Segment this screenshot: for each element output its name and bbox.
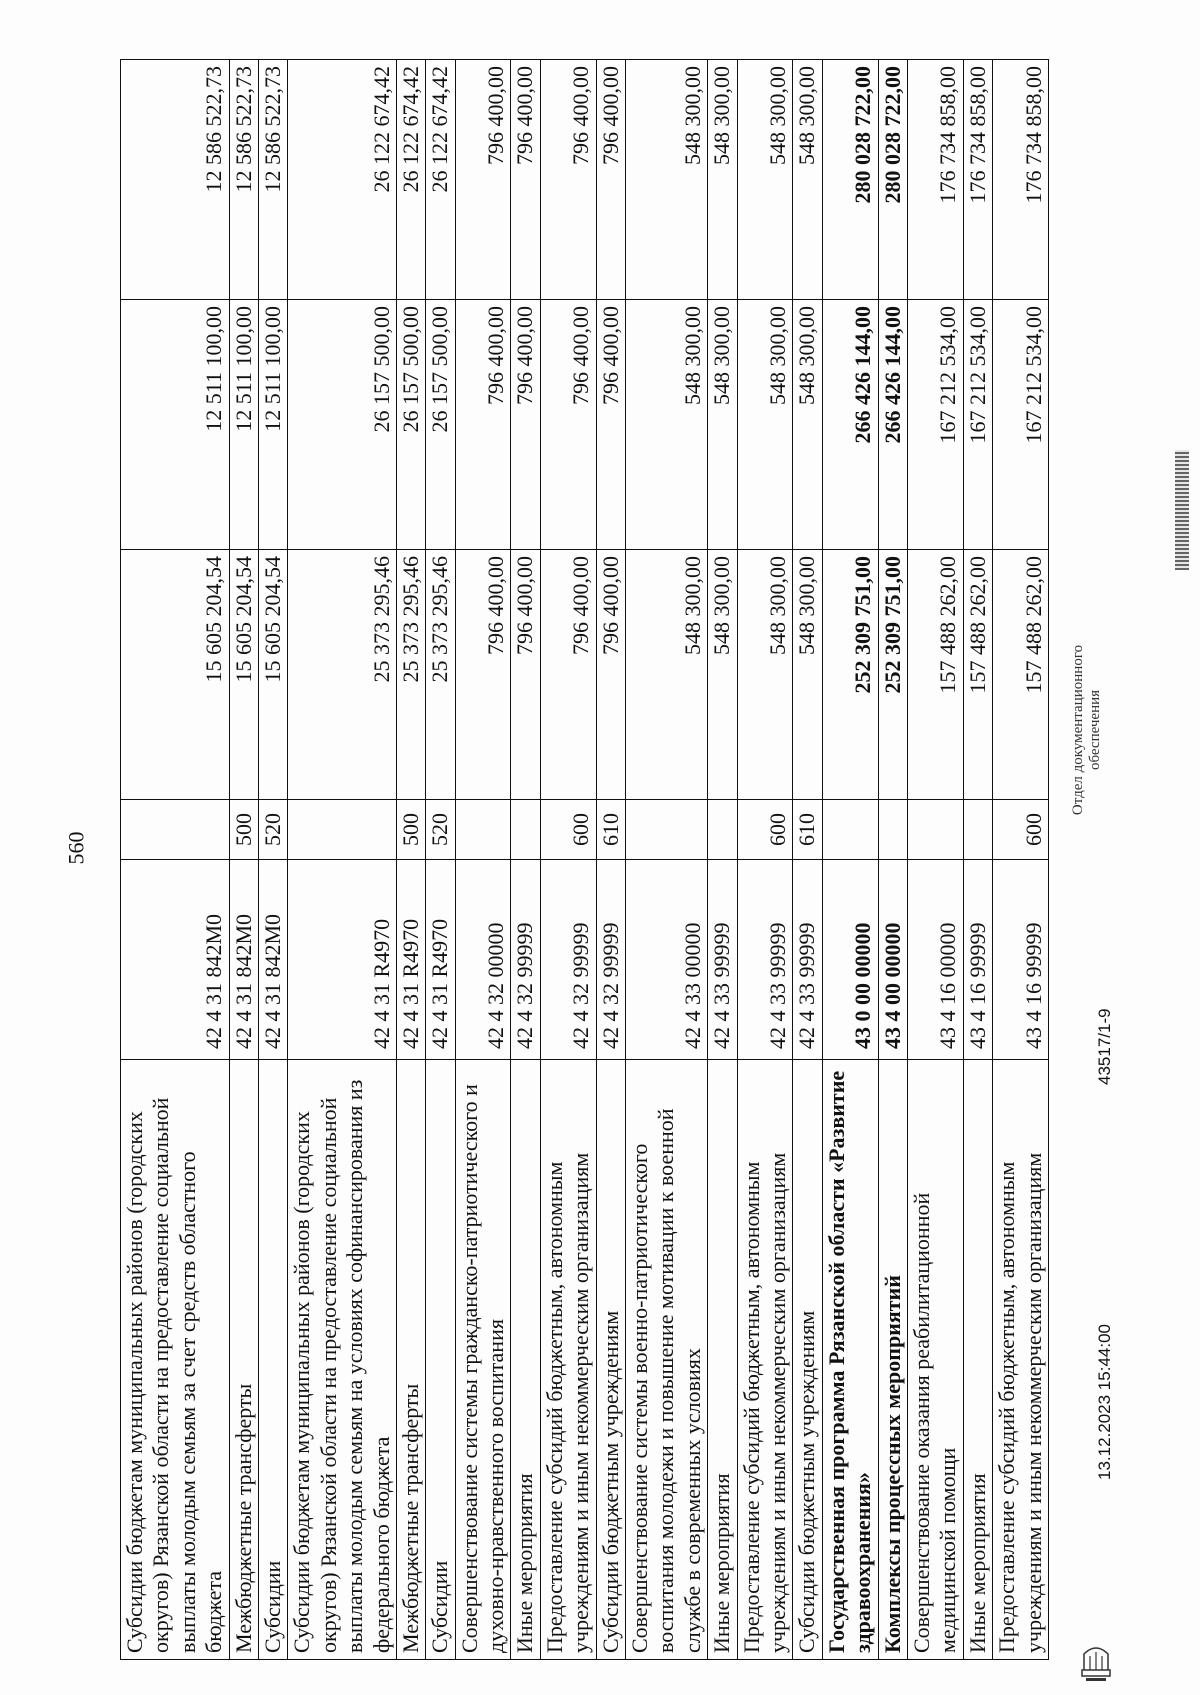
- row-code: 42 4 32 99999: [540, 860, 596, 1060]
- row-value-2026: 548 300,00: [737, 60, 793, 300]
- row-expense-type: 600: [540, 800, 596, 860]
- row-value-2025: 26 157 500,00: [288, 300, 397, 550]
- row-value-2026: 796 400,00: [596, 60, 625, 300]
- row-value-2024: 796 400,00: [455, 550, 511, 800]
- row-value-2026: 548 300,00: [793, 60, 822, 300]
- scan-edge-mark: [1175, 450, 1189, 570]
- table-row: [455, 60, 511, 1660]
- row-code: 42 4 33 99999: [737, 860, 793, 1060]
- row-name: Совершенствование системы военно-патриотического воспитания молодежи и повышение мотивации к военной службе в современных условиях: [626, 1060, 708, 1660]
- table-row: [963, 60, 992, 1660]
- table-row: [229, 60, 258, 1660]
- row-expense-type: 500: [229, 800, 258, 860]
- row-name: Комплексы процессных мероприятий: [878, 1060, 907, 1660]
- row-value-2025: 548 300,00: [626, 300, 708, 550]
- table-row: [708, 60, 737, 1660]
- table-row: [540, 60, 596, 1660]
- table-row: [596, 60, 625, 1660]
- row-code: 42 4 32 00000: [455, 860, 511, 1060]
- table-row: [288, 60, 397, 1660]
- row-name: Субсидии: [426, 1060, 455, 1660]
- department-line-2: обеспечения: [1086, 689, 1103, 771]
- row-value-2026: 26 122 674,42: [426, 60, 455, 300]
- table-row: [822, 60, 878, 1660]
- row-value-2025: 26 157 500,00: [426, 300, 455, 550]
- row-name: Иные мероприятия: [963, 1060, 992, 1660]
- row-code: 43 4 16 00000: [907, 860, 963, 1060]
- table-row: [121, 60, 230, 1660]
- table-row: [258, 60, 287, 1660]
- row-value-2024: 15 605 204,54: [229, 550, 258, 800]
- row-value-2025: 548 300,00: [708, 300, 737, 550]
- row-value-2025: 796 400,00: [596, 300, 625, 550]
- row-expense-type: 600: [993, 800, 1049, 860]
- row-value-2026: 796 400,00: [511, 60, 540, 300]
- row-expense-type: 610: [596, 800, 625, 860]
- row-expense-type: 610: [793, 800, 822, 860]
- row-value-2024: 252 309 751,00: [878, 550, 907, 800]
- row-value-2024: 25 373 295,46: [288, 550, 397, 800]
- row-value-2026: 176 734 858,00: [993, 60, 1049, 300]
- row-name: Субсидии бюджетным учреждениям: [596, 1060, 625, 1660]
- row-name: Предоставление субсидий бюджетным, автономным учреждениям и иным некоммерческим организациям: [737, 1060, 793, 1660]
- row-code: 42 4 32 99999: [596, 860, 625, 1060]
- table-row: [626, 60, 708, 1660]
- row-value-2026: 280 028 722,00: [878, 60, 907, 300]
- row-code: 43 4 00 00000: [878, 860, 907, 1060]
- row-code: 43 0 00 00000: [822, 860, 878, 1060]
- row-value-2024: 548 300,00: [708, 550, 737, 800]
- row-expense-type: 600: [737, 800, 793, 860]
- table-row: [907, 60, 963, 1660]
- row-value-2024: 15 605 204,54: [258, 550, 287, 800]
- row-value-2026: 176 734 858,00: [963, 60, 992, 300]
- row-value-2025: 167 212 534,00: [963, 300, 992, 550]
- row-expense-type: [626, 800, 708, 860]
- row-name: Межбюджетные трансферты: [396, 1060, 425, 1660]
- row-value-2026: 26 122 674,42: [396, 60, 425, 300]
- row-value-2024: 252 309 751,00: [822, 550, 878, 800]
- row-value-2024: 548 300,00: [737, 550, 793, 800]
- row-value-2026: 12 586 522,73: [229, 60, 258, 300]
- row-value-2025: 266 426 144,00: [822, 300, 878, 550]
- row-value-2024: 796 400,00: [540, 550, 596, 800]
- row-expense-type: [288, 800, 397, 860]
- row-value-2025: 12 511 100,00: [258, 300, 287, 550]
- row-code: 43 4 16 99999: [963, 860, 992, 1060]
- table-row: [396, 60, 425, 1660]
- row-code: 42 4 31 R4970: [426, 860, 455, 1060]
- row-value-2024: 548 300,00: [793, 550, 822, 800]
- row-value-2024: 25 373 295,46: [426, 550, 455, 800]
- table-row: [511, 60, 540, 1660]
- row-value-2026: 548 300,00: [626, 60, 708, 300]
- row-value-2025: 796 400,00: [540, 300, 596, 550]
- row-expense-type: 520: [426, 800, 455, 860]
- row-name: Иные мероприятия: [708, 1060, 737, 1660]
- row-expense-type: [121, 800, 230, 860]
- row-code: 42 4 33 99999: [708, 860, 737, 1060]
- row-expense-type: 500: [396, 800, 425, 860]
- row-expense-type: [822, 800, 878, 860]
- row-name: Субсидии бюджетным учреждениям: [793, 1060, 822, 1660]
- row-value-2024: 796 400,00: [511, 550, 540, 800]
- table-row: [993, 60, 1049, 1660]
- budget-table-body: [121, 60, 1049, 1660]
- row-code: 42 4 32 99999: [511, 860, 540, 1060]
- table-row: [878, 60, 907, 1660]
- budget-table: [120, 59, 1049, 1660]
- row-name: Государственная программа Рязанской области «Развитие здравоохранения»: [822, 1060, 878, 1660]
- row-value-2024: 157 488 262,00: [907, 550, 963, 800]
- row-code: 42 4 31 842М0: [229, 860, 258, 1060]
- row-value-2025: 796 400,00: [511, 300, 540, 550]
- row-expense-type: [511, 800, 540, 860]
- row-name: Субсидии: [258, 1060, 287, 1660]
- row-value-2024: 796 400,00: [596, 550, 625, 800]
- row-value-2026: 176 734 858,00: [907, 60, 963, 300]
- row-value-2024: 15 605 204,54: [121, 550, 230, 800]
- table-row: [737, 60, 793, 1660]
- department-stamp: [1070, 620, 1103, 840]
- row-expense-type: [963, 800, 992, 860]
- row-code: 42 4 33 00000: [626, 860, 708, 1060]
- row-value-2026: 796 400,00: [540, 60, 596, 300]
- row-value-2024: 548 300,00: [626, 550, 708, 800]
- row-value-2026: 796 400,00: [455, 60, 511, 300]
- row-expense-type: 520: [258, 800, 287, 860]
- row-value-2024: 157 488 262,00: [993, 550, 1049, 800]
- rotated-table-wrapper: [120, 60, 1120, 1660]
- row-value-2025: 167 212 534,00: [907, 300, 963, 550]
- footer-doc-code: 43517/1-9: [1095, 1008, 1114, 1085]
- row-code: 42 4 31 R4970: [288, 860, 397, 1060]
- row-name: Межбюджетные трансферты: [229, 1060, 258, 1660]
- emblem-icon: [1078, 1640, 1114, 1684]
- page-number: 560: [63, 831, 89, 865]
- row-value-2026: 548 300,00: [708, 60, 737, 300]
- row-code: 42 4 31 842М0: [121, 860, 230, 1060]
- row-value-2024: 25 373 295,46: [396, 550, 425, 800]
- row-value-2025: 26 157 500,00: [396, 300, 425, 550]
- table-row: [426, 60, 455, 1660]
- footer-timestamp: 13.12.2023 15:44:00: [1095, 1324, 1114, 1480]
- row-name: Предоставление субсидий бюджетным, автономным учреждениям и иным некоммерческим организациям: [993, 1060, 1049, 1660]
- row-value-2025: 796 400,00: [455, 300, 511, 550]
- row-name: Совершенствование системы гражданско-патриотического и духовно-нравственного воспитания: [455, 1060, 511, 1660]
- row-name: Субсидии бюджетам муниципальных районов (городских округов) Рязанской области на предоставление социальной выплаты молодым семьям на условиях софинансирования из федерального бюджета: [288, 1060, 397, 1660]
- row-value-2025: 266 426 144,00: [878, 300, 907, 550]
- row-code: 42 4 31 842М0: [258, 860, 287, 1060]
- table-row: [793, 60, 822, 1660]
- row-expense-type: [878, 800, 907, 860]
- row-value-2026: 26 122 674,42: [288, 60, 397, 300]
- row-code: 43 4 16 99999: [993, 860, 1049, 1060]
- row-value-2025: 12 511 100,00: [121, 300, 230, 550]
- row-name: Предоставление субсидий бюджетным, автономным учреждениям и иным некоммерческим организациям: [540, 1060, 596, 1660]
- row-expense-type: [708, 800, 737, 860]
- row-value-2025: 548 300,00: [793, 300, 822, 550]
- row-expense-type: [907, 800, 963, 860]
- row-value-2026: 280 028 722,00: [822, 60, 878, 300]
- row-name: Субсидии бюджетам муниципальных районов (городских округов) Рязанской области на предоставление социальной выплаты молодым семьям за счет средств областного бюджета: [121, 1060, 230, 1660]
- row-value-2025: 167 212 534,00: [993, 300, 1049, 550]
- row-code: 42 4 31 R4970: [396, 860, 425, 1060]
- row-value-2025: 548 300,00: [737, 300, 793, 550]
- row-code: 42 4 33 99999: [793, 860, 822, 1060]
- row-value-2026: 12 586 522,73: [258, 60, 287, 300]
- row-name: Иные мероприятия: [511, 1060, 540, 1660]
- row-value-2025: 12 511 100,00: [229, 300, 258, 550]
- row-value-2024: 157 488 262,00: [963, 550, 992, 800]
- row-expense-type: [455, 800, 511, 860]
- row-value-2026: 12 586 522,73: [121, 60, 230, 300]
- row-name: Совершенствование оказания реабилитационной медицинской помощи: [907, 1060, 963, 1660]
- department-line-1: Отдел документационного: [1070, 644, 1086, 816]
